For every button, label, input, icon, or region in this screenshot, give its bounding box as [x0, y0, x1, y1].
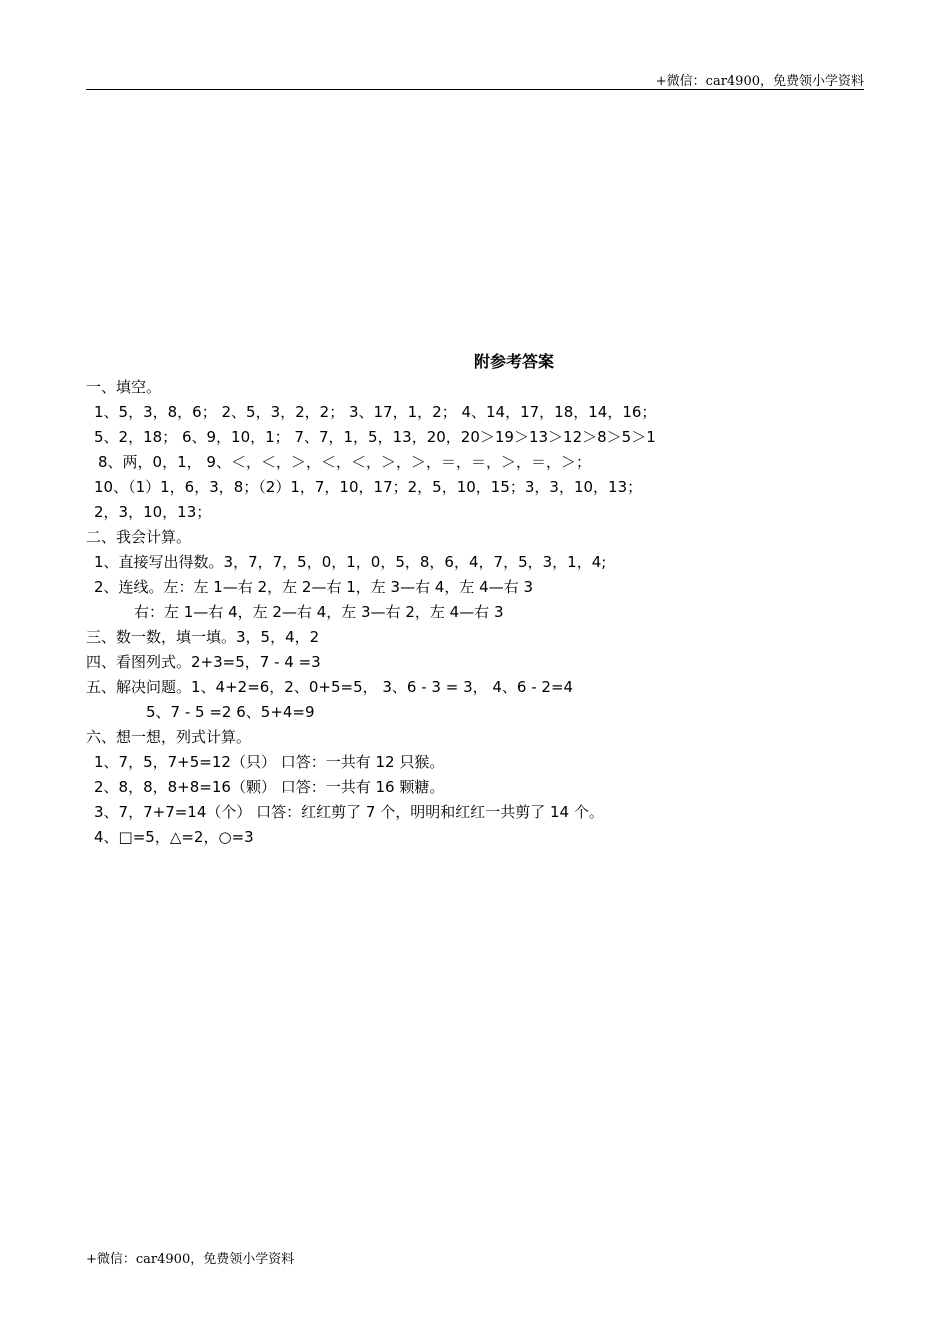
think-line-4: 4、□=5，△=2，○=3 [94, 828, 254, 846]
section-picture-heading: 四、看图列式。2+3=5，7 - 4 =3 [86, 653, 321, 671]
think-line-2: 2、8，8，8+8=16（颗） 口答：一共有 16 颗糖。 [94, 778, 445, 796]
fill-line-4: 10、（1）1，6，3，8；（2）1，7，10，17；2，5，10，15；3，3，10，13； [94, 478, 643, 496]
page-title: 附参考答案 [473, 352, 554, 371]
fill-line-1: 1、5，3，8，6； 2、5，3，2，2； 3、17，1，2； 4、14，17，18，14，16； [94, 403, 657, 421]
header-divider [86, 89, 864, 90]
calc-line-2: 2、连线。左：左 1—右 2，左 2—右 1，左 3—右 4，左 4—右 3 [94, 578, 534, 596]
header-watermark: +微信：car4900，免费领小学资料 [655, 74, 864, 89]
fill-line-5: 2，3，10，13； [94, 503, 212, 521]
calc-line-3: 右：左 1—右 4，左 2—右 4，左 3—右 2，左 4—右 3 [134, 603, 504, 621]
answer-key [86, 375, 866, 850]
calc-line-1: 1、直接写出得数。3，7，7，5，0，1，0，5，8，6，4，7，5，3，1，4; [94, 553, 607, 571]
think-line-1: 1、7，5，7+5=12（只） 口答：一共有 12 只猴。 [94, 753, 445, 771]
fill-line-2: 5、2，18； 6、9，10，1； 7、7，1，5，13，20，20＞19＞13＞12＞8＞5＞1 [94, 428, 656, 446]
fill-line-3: 8、两，0，1， 9、＜，＜，＞，＜，＜，＞，＞，＝，＝，＞，＝，＞； [98, 453, 591, 471]
section-fill-heading: 一、填空。 [86, 378, 162, 396]
section-think-heading: 六、想一想，列式计算。 [86, 728, 252, 746]
solve-line-2: 5、7 - 5 =2 6、5+4=9 [146, 703, 315, 721]
section-calc-heading: 二、我会计算。 [86, 528, 192, 546]
section-count-heading: 三、数一数，填一填。3，5，4，2 [86, 628, 320, 646]
think-line-3: 3、7，7+7=14（个） 口答：红红剪了 7 个，明明和红红一共剪了 14 个。 [94, 803, 604, 821]
section-solve-heading: 五、解决问题。1、4+2=6，2、0+5=5， 3、6 - 3 = 3， 4、6 - 2=4 [86, 678, 574, 696]
footer-watermark: +微信：car4900，免费领小学资料 [86, 1252, 295, 1267]
